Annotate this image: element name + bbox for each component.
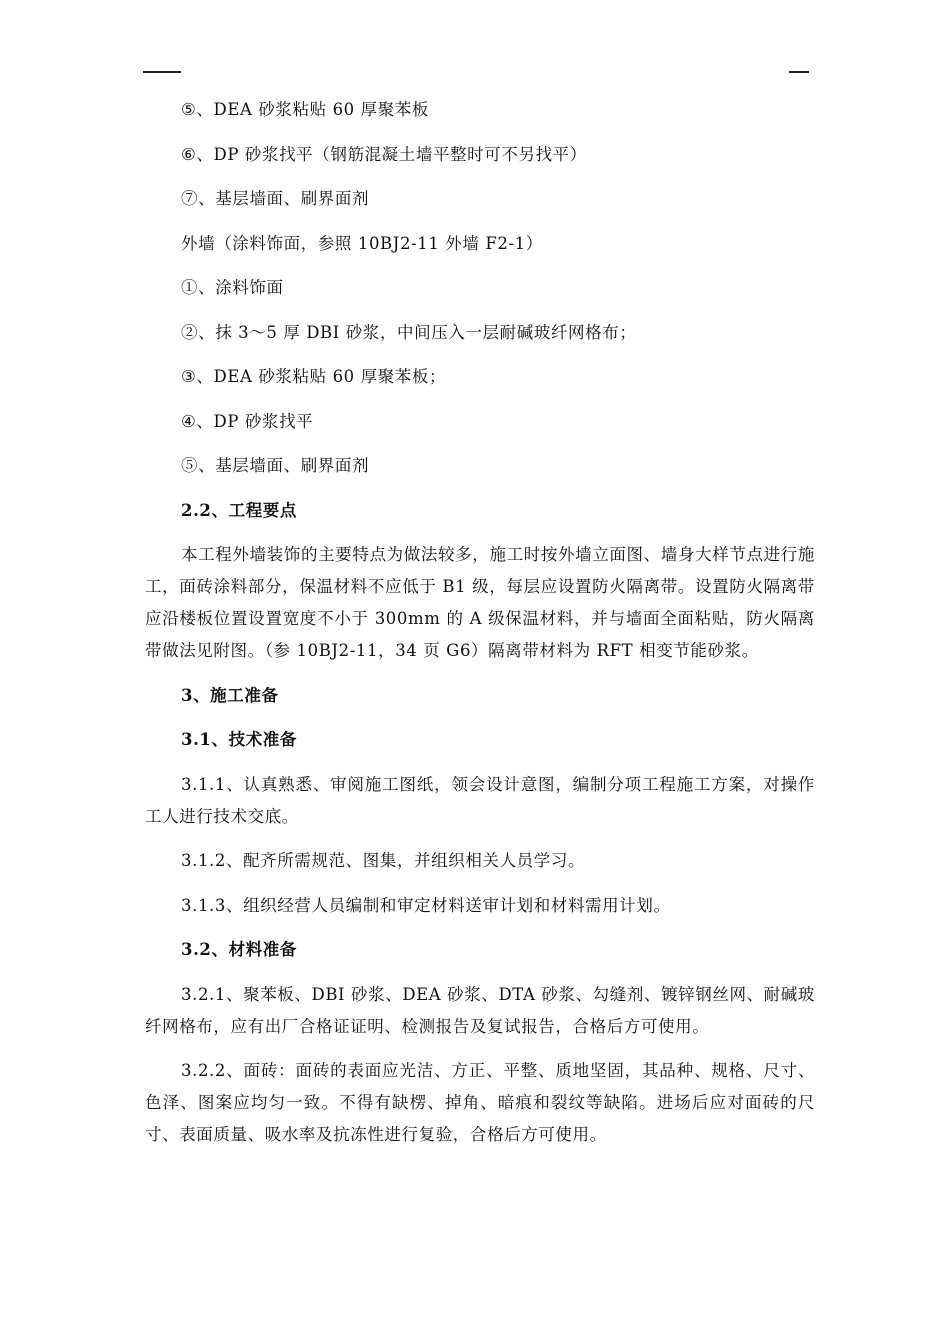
section-heading-3-1: 3.1、技术准备: [181, 730, 298, 749]
header-rule-right: [789, 71, 809, 73]
list-item: ①、涂料饰面: [181, 278, 284, 297]
list-item: 外墙（涂料饰面，参照 10BJ2-11 外墙 F2-1）: [181, 233, 543, 253]
paragraph-3-2-2: 3.2.2、面砖：面砖的表面应光洁、方正、平整、质地坚固，其品种、规格、尺寸、色泽、图案应均匀一致。不得有缺楞、掉角、暗痕和裂纹等缺陷。进场后应对面砖的尺寸、表面质量、吸水率及抗冻性进行复验，合格后方可使用。: [145, 1061, 815, 1144]
list-item: ⑥、DP 砂浆找平（钢筋混凝土墙平整时可不另找平）: [181, 144, 587, 164]
section-heading-3: 3、施工准备: [181, 685, 279, 705]
paragraph-3-1-3: 3.1.3、组织经营人员编制和审定材料送审计划和材料需用计划。: [181, 895, 671, 915]
document-body: [145, 94, 815, 1151]
list-item: ⑤、基层墙面、刷界面剂: [181, 456, 370, 475]
list-item: ⑦、基层墙面、刷界面剂: [181, 189, 370, 208]
list-item: ④、DP 砂浆找平: [181, 411, 314, 431]
section-heading-2-2: 2.2、工程要点: [181, 500, 298, 520]
list-item: ②、抹 3～5 厚 DBI 砂浆，中间压入一层耐碱玻纤网格布；: [181, 322, 637, 342]
paragraph-3-1-1: 3.1.1、认真熟悉、审阅施工图纸，领会设计意图，编制分项工程施工方案，对操作工人进行技术交底。: [145, 774, 815, 826]
paragraph-2-2: 本工程外墙装饰的主要特点为做法较多，施工时按外墙立面图、墙身大样节点进行施工，面砖涂料部分，保温材料不应低于 B1 级，每层应设置防火隔离带。设置防火隔离带应沿楼板位置设置宽度不小于 300mm 的 A 级保温材料，并与墙面全面粘贴，防火隔离带做法见附图。（参 10BJ2-11，34 页 G6）隔离带材料为 RFT 相变节能砂浆。: [145, 545, 815, 660]
paragraph-3-2-1: 3.2.1、聚苯板、DBI 砂浆、DEA 砂浆、DTA 砂浆、勾缝剂、镀锌钢丝网、耐碱玻纤网格布，应有出厂合格证证明、检测报告及复试报告，合格后方可使用。: [145, 984, 815, 1036]
list-item: ③、DEA 砂浆粘贴 60 厚聚苯板；: [181, 367, 447, 386]
paragraph-3-1-2: 3.1.2、配齐所需规范、图集，并组织相关人员学习。: [181, 851, 586, 870]
list-item: ⑤、DEA 砂浆粘贴 60 厚聚苯板: [181, 100, 430, 119]
section-heading-3-2: 3.2、材料准备: [181, 940, 298, 959]
header-rule-left: [143, 71, 181, 73]
